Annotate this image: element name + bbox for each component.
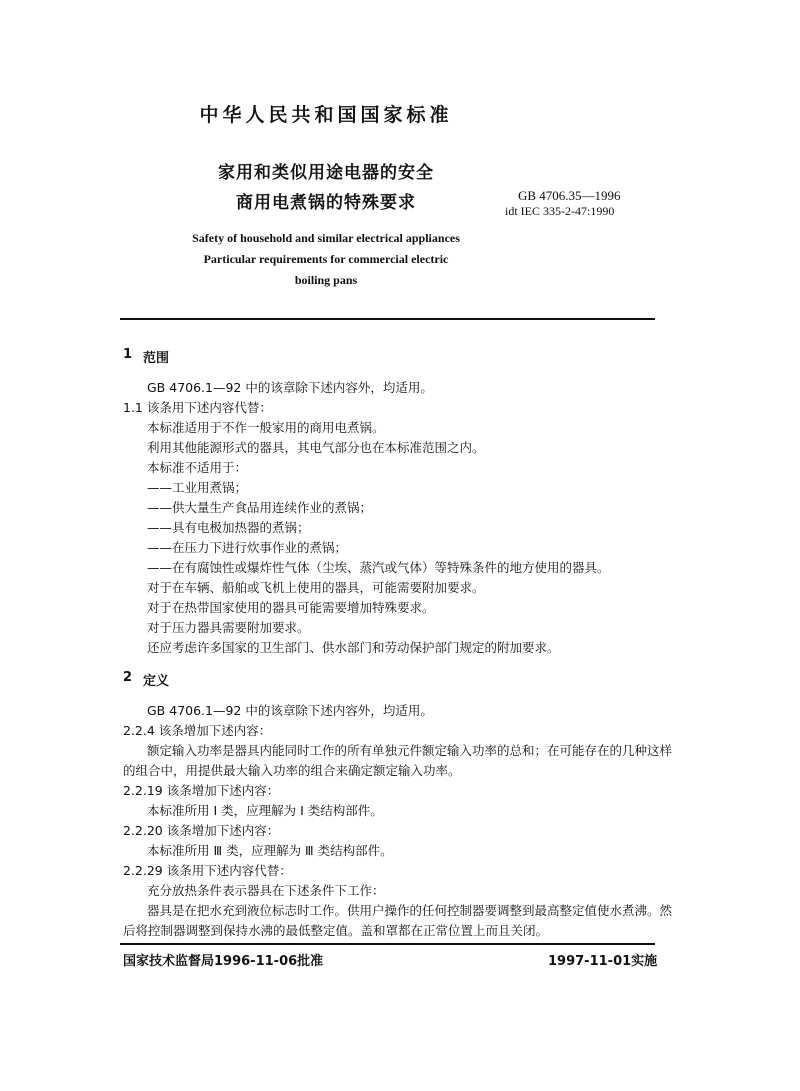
section1-line: ——具有电极加热器的煮锅； (147, 520, 310, 535)
section2-line: 2.2.19 该条增加下述内容： (123, 783, 280, 798)
section1-line: 对于在热带国家使用的器具可能需要增加特殊要求。 (147, 600, 435, 615)
section1-line: ——在有腐蚀性或爆炸性气体（尘埃、蒸汽或气体）等特殊条件的地方使用的器具。 (147, 560, 610, 575)
section2-line: 器具是在把水充到液位标志时工作。供用户操作的任何控制器要调整到最高整定值使水煮沸。然 (147, 903, 673, 918)
english-title-line3: boiling pans (294, 273, 358, 287)
standard-number: GB 4706.35—1996 (518, 188, 621, 203)
section2-line: 后将控制器调整到保持水沸的最低整定值。盖和罩都在正常位置上而且关闭。 (123, 923, 549, 938)
section1-line: GB 4706.1—92 中的该章除下述内容外，均适用。 (147, 380, 433, 395)
section1-line: 还应考虑许多国家的卫生部门、供水部门和劳动保护部门规定的附加要求。 (147, 640, 560, 655)
section2-line: 额定输入功率是器具内能同时工作的所有单独元件额定输入功率的总和；在可能存在的几种这样 (147, 743, 673, 758)
approval-date: 国家技术监督局1996-11-06批准 (123, 954, 324, 969)
section1-line: ——在压力下进行炊事作业的煮锅； (147, 540, 348, 555)
document-title-line2: 商用电煮锅的特殊要求 (236, 193, 416, 213)
section2-number: 2 (123, 670, 133, 685)
section1-line: 对于压力器具需要附加要求。 (147, 620, 310, 635)
section1-line: 本标准适用于不作一般家用的商用电煮锅。 (147, 420, 385, 435)
section1-line: 利用其他能源形式的器具，其电气部分也在本标准范围之内。 (147, 440, 485, 455)
section2-line: 的组合中，用提供最大输入功率的组合来确定额定输入功率。 (123, 763, 461, 778)
english-title-line1: Safety of household and similar electrical appliances (192, 231, 460, 245)
section2-line: 本标准所用 Ⅲ 类，应理解为 Ⅲ 类结构部件。 (147, 843, 393, 858)
section2-line: 2.2.4 该条增加下述内容： (123, 723, 272, 738)
section1-line: ——工业用煮锅； (147, 480, 248, 495)
section1-line: 本标准不适用于： (147, 460, 248, 475)
english-title-line2: Particular requirements for commercial electric (203, 252, 449, 266)
section2-line: 本标准所用 Ⅰ 类，应理解为 Ⅰ 类结构部件。 (147, 803, 383, 818)
header-divider (120, 318, 655, 320)
section1-line: ——供大量生产食品用连续作业的煮锅； (147, 500, 373, 515)
section1-number: 1 (123, 347, 133, 362)
section2-title: 定义 (143, 674, 170, 689)
section2-line: 2.2.29 该条用下述内容代替： (123, 863, 292, 878)
section2-line: 充分放热条件表示器具在下述条件下工作： (147, 883, 385, 898)
national-standard-heading: 中华人民共和国国家标准 (199, 104, 453, 126)
implementation-date: 1997-11-01实施 (548, 954, 658, 969)
section1-title: 范围 (143, 351, 170, 366)
section1-line: 1.1 该条用下述内容代替： (123, 400, 272, 415)
footer-divider (120, 943, 655, 945)
document-title-line1: 家用和类似用途电器的安全 (218, 163, 434, 183)
section2-line: GB 4706.1—92 中的该章除下述内容外，均适用。 (147, 703, 433, 718)
idt-reference: idt IEC 335-2-47:1990 (505, 204, 615, 218)
section2-line: 2.2.20 该条增加下述内容： (123, 823, 280, 838)
section1-line: 对于在车辆、船舶或飞机上使用的器具，可能需要附加要求。 (147, 580, 485, 595)
